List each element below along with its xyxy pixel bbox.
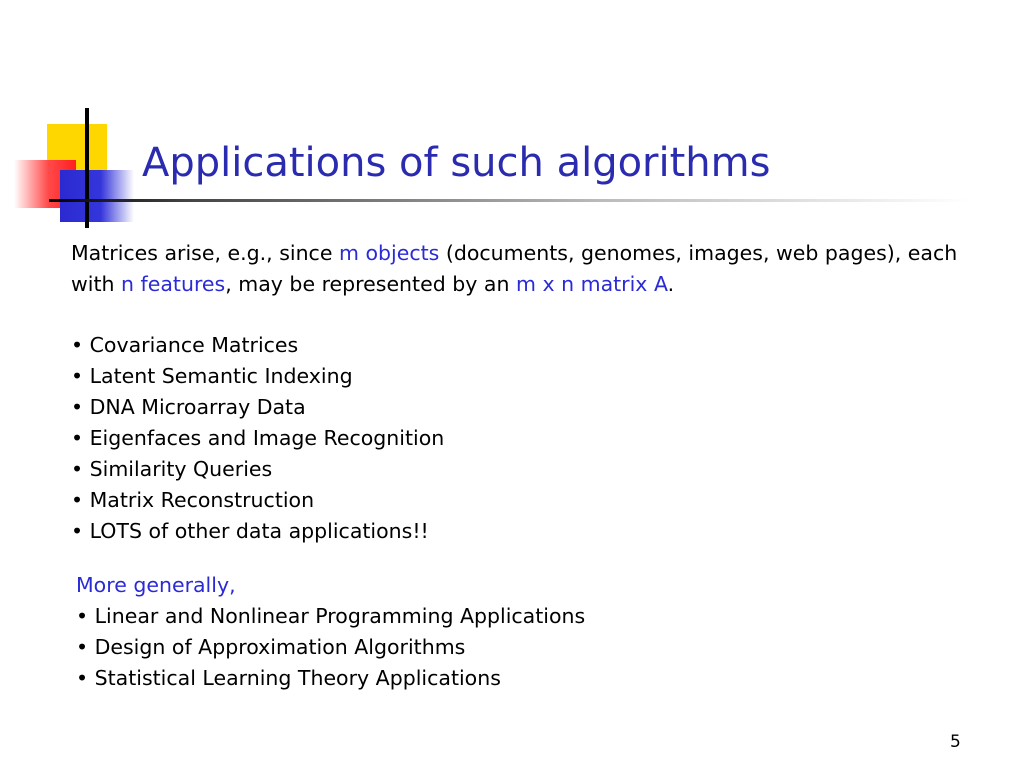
- page-number: 5: [950, 732, 961, 752]
- bullet-item: • Eigenfaces and Image Recognition: [71, 426, 445, 450]
- bullet-item: • Matrix Reconstruction: [71, 488, 315, 512]
- bullet-item: • Similarity Queries: [71, 457, 273, 481]
- decorative-squares: [0, 0, 140, 230]
- intro-highlight-objects: m objects: [338, 241, 440, 265]
- title-underline-rule: [49, 199, 969, 202]
- intro-highlight-features: n features: [121, 272, 226, 296]
- intro-text-4: .: [667, 272, 675, 296]
- blue-square-decoration: [60, 170, 134, 222]
- bullet-item: • LOTS of other data applications!!: [71, 519, 429, 543]
- intro-paragraph: [71, 238, 971, 300]
- more-generally-section: [76, 570, 976, 694]
- slide-title: Applications of such algorithms: [142, 140, 771, 186]
- intro-highlight-matrix: m x n matrix A: [515, 272, 668, 296]
- general-bullet-item: • Design of Approximation Algorithms: [76, 635, 466, 659]
- application-bullet-list: [71, 330, 971, 547]
- intro-text-3: , may be represented by an: [225, 272, 516, 296]
- general-bullet-item: • Statistical Learning Theory Applications: [76, 666, 501, 690]
- general-bullet-item: • Linear and Nonlinear Programming Applications: [76, 604, 586, 628]
- bullet-item: • DNA Microarray Data: [71, 395, 306, 419]
- slide-body: [71, 238, 971, 547]
- bullet-item: • Latent Semantic Indexing: [71, 364, 353, 388]
- bullet-item: • Covariance Matrices: [71, 333, 299, 357]
- vertical-rule: [85, 108, 89, 228]
- intro-text-2: (documents, genomes, images, web pages), each with: [71, 241, 958, 296]
- intro-text-1: Matrices arise, e.g., since: [71, 241, 339, 265]
- more-generally-heading: More generally,: [76, 573, 236, 597]
